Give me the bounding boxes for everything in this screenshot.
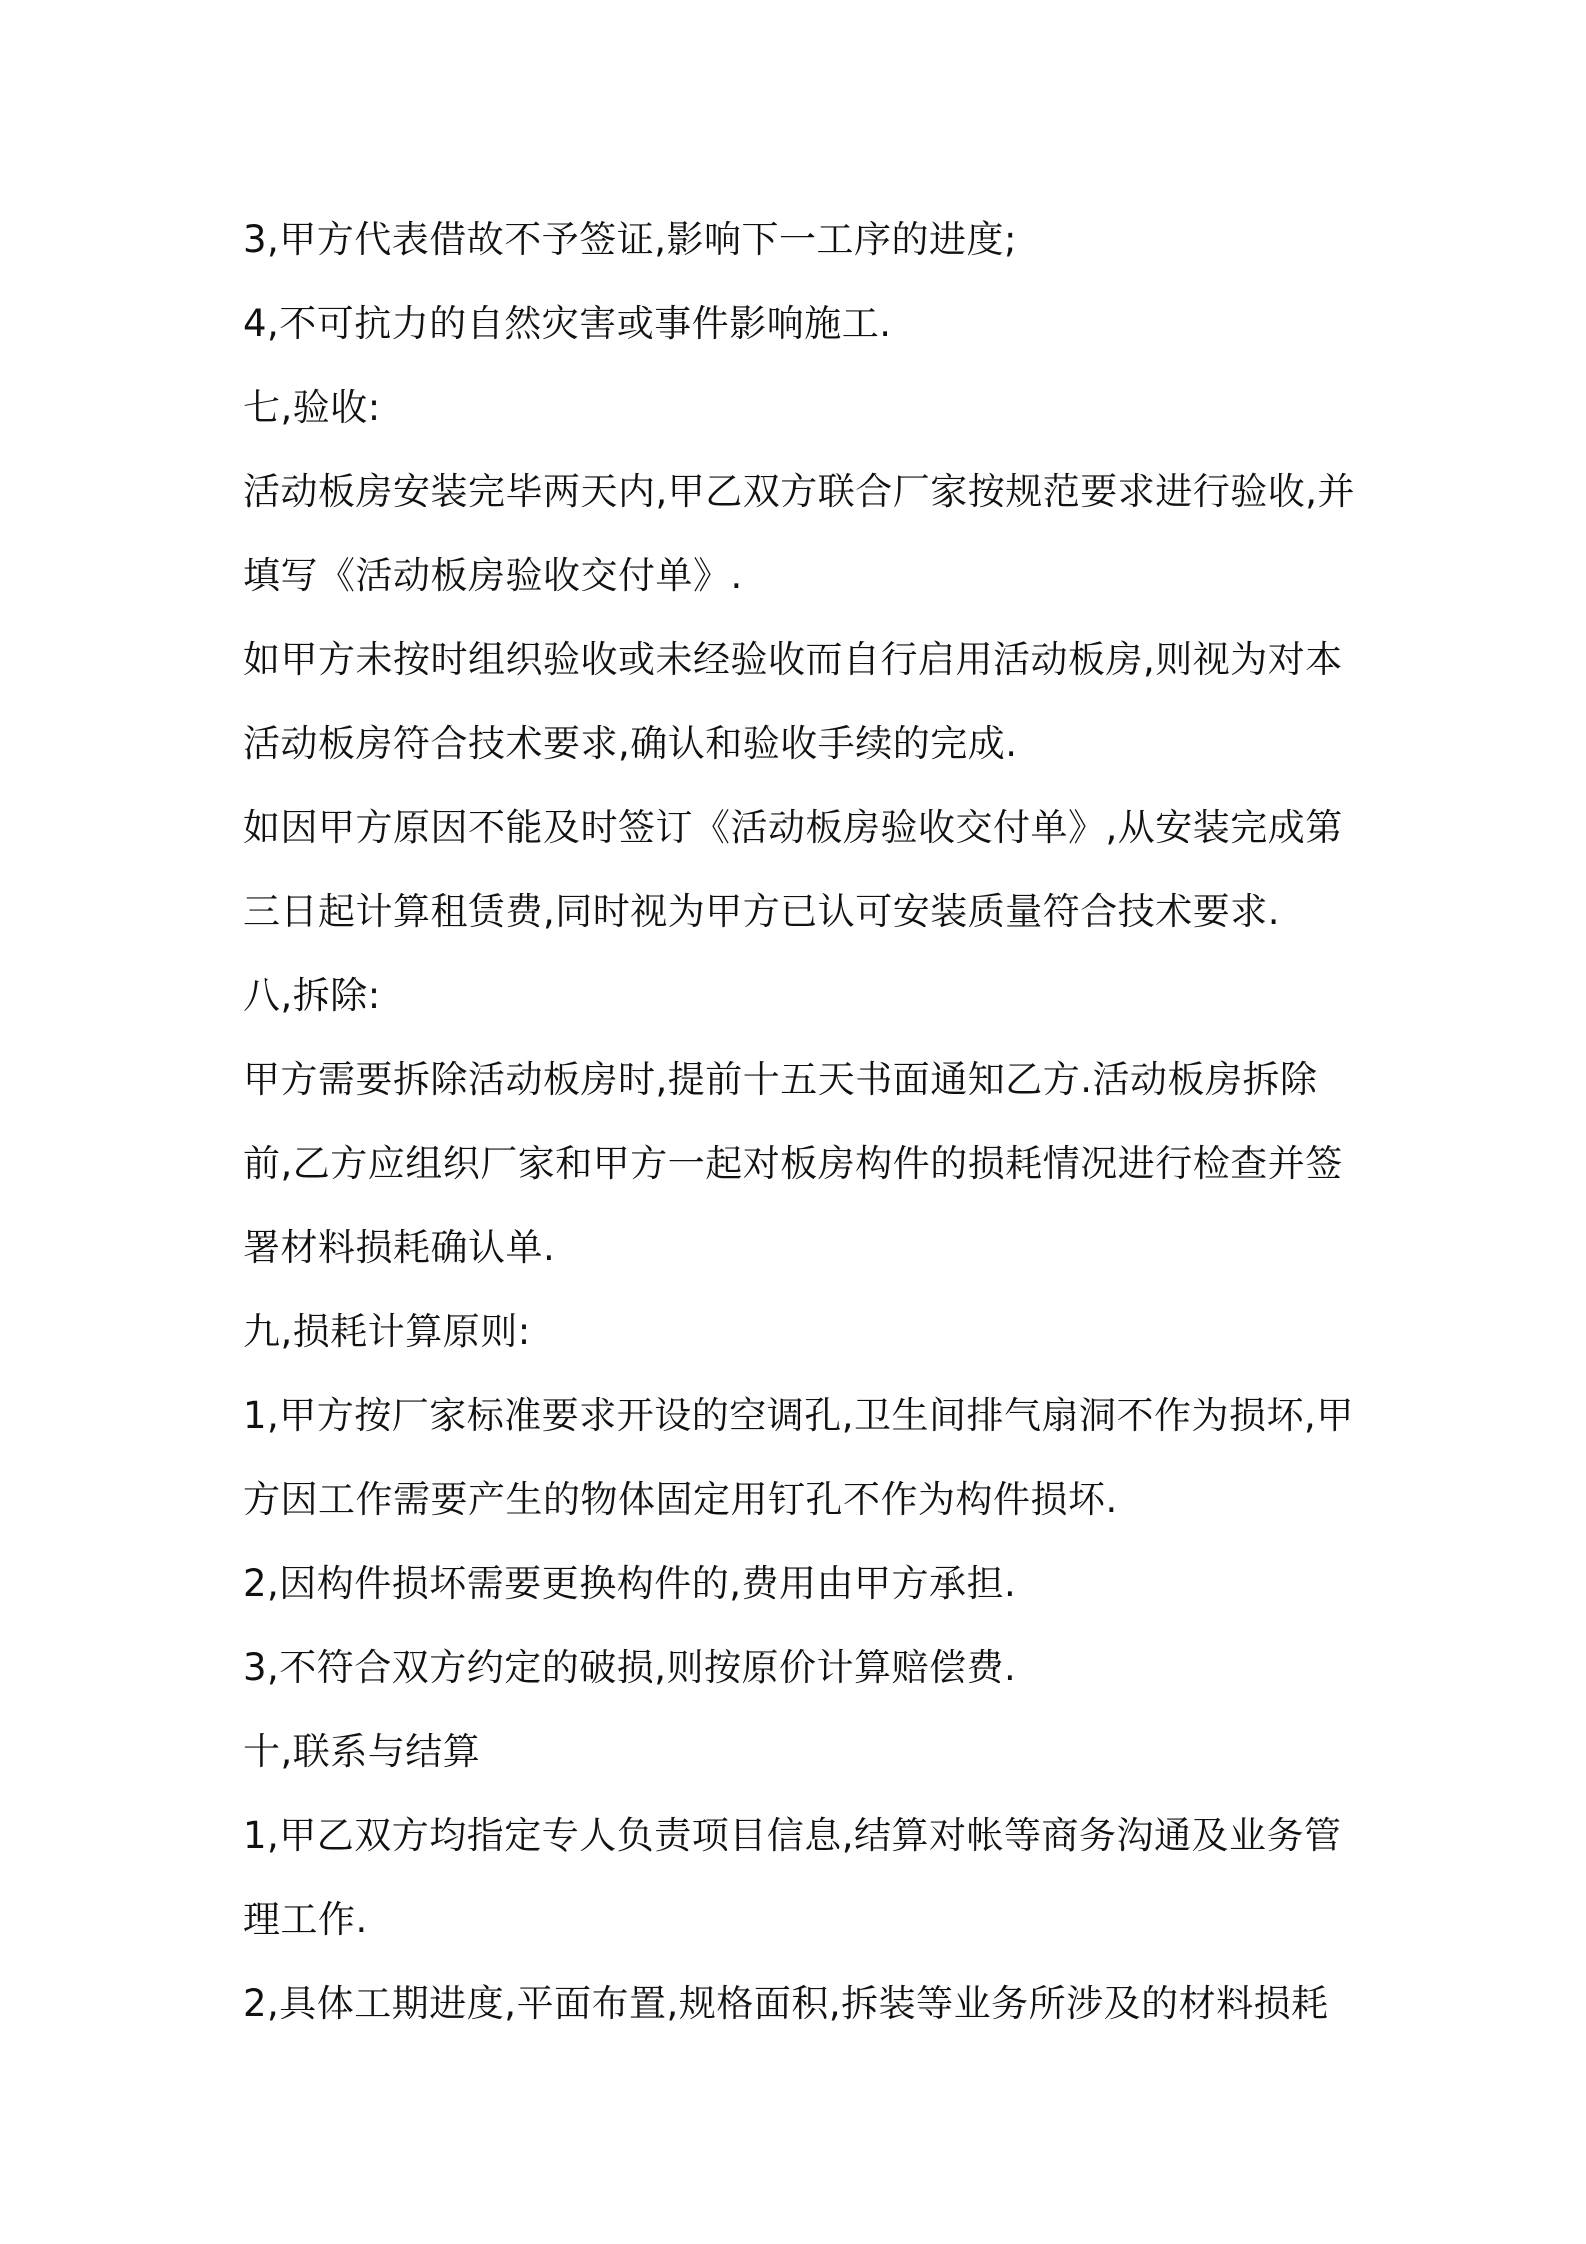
- contract-text: [243, 198, 1363, 2046]
- text-line: 前,乙方应组织厂家和甲方一起对板房构件的损耗情况进行检查并签: [243, 1142, 1343, 1185]
- text-line: 1,甲乙双方均指定专人负责项目信息,结算对帐等商务沟通及业务管: [243, 1814, 1342, 1857]
- text-line: 理工作.: [243, 1898, 368, 1941]
- text-line: 方因工作需要产生的物体固定用钉孔不作为构件损坏.: [243, 1478, 1118, 1521]
- text-line: 活动板房符合技术要求,确认和验收手续的完成.: [243, 722, 1018, 765]
- text-line: 署材料损耗确认单.: [243, 1226, 556, 1269]
- text-line: 2,因构件损坏需要更换构件的,费用由甲方承担.: [243, 1562, 1017, 1605]
- text-line: 1,甲方按厂家标准要求开设的空调孔,卫生间排气扇洞不作为损坏,甲: [243, 1394, 1354, 1437]
- text-line: 2,具体工期进度,平面布置,规格面积,拆装等业务所涉及的材料损耗: [243, 1982, 1329, 2025]
- text-line: 4,不可抗力的自然灾害或事件影响施工.: [243, 302, 892, 345]
- text-line: 填写《活动板房验收交付单》.: [243, 554, 743, 597]
- text-line: 3,不符合双方约定的破损,则按原价计算赔偿费.: [243, 1646, 1017, 1689]
- text-line: 三日起计算租赁费,同时视为甲方已认可安装质量符合技术要求.: [243, 890, 1281, 933]
- text-line: 如因甲方原因不能及时签订《活动板房验收交付单》,从安装完成第: [243, 806, 1343, 849]
- section-heading-loss-calculation: 九,损耗计算原则:: [243, 1310, 531, 1353]
- section-heading-contact-settlement: 十,联系与结算: [243, 1730, 481, 1773]
- text-line: 活动板房安装完毕两天内,甲乙双方联合厂家按规范要求进行验收,并: [243, 470, 1356, 513]
- text-line: 甲方需要拆除活动板房时,提前十五天书面通知乙方.活动板房拆除: [243, 1058, 1318, 1101]
- section-heading-removal: 八,拆除:: [243, 974, 381, 1017]
- text-line: 如甲方未按时组织验收或未经验收而自行启用活动板房,则视为对本: [243, 638, 1343, 681]
- text-line: 3,甲方代表借故不予签证,影响下一工序的进度;: [243, 218, 1018, 261]
- section-heading-acceptance: 七,验收:: [243, 386, 381, 429]
